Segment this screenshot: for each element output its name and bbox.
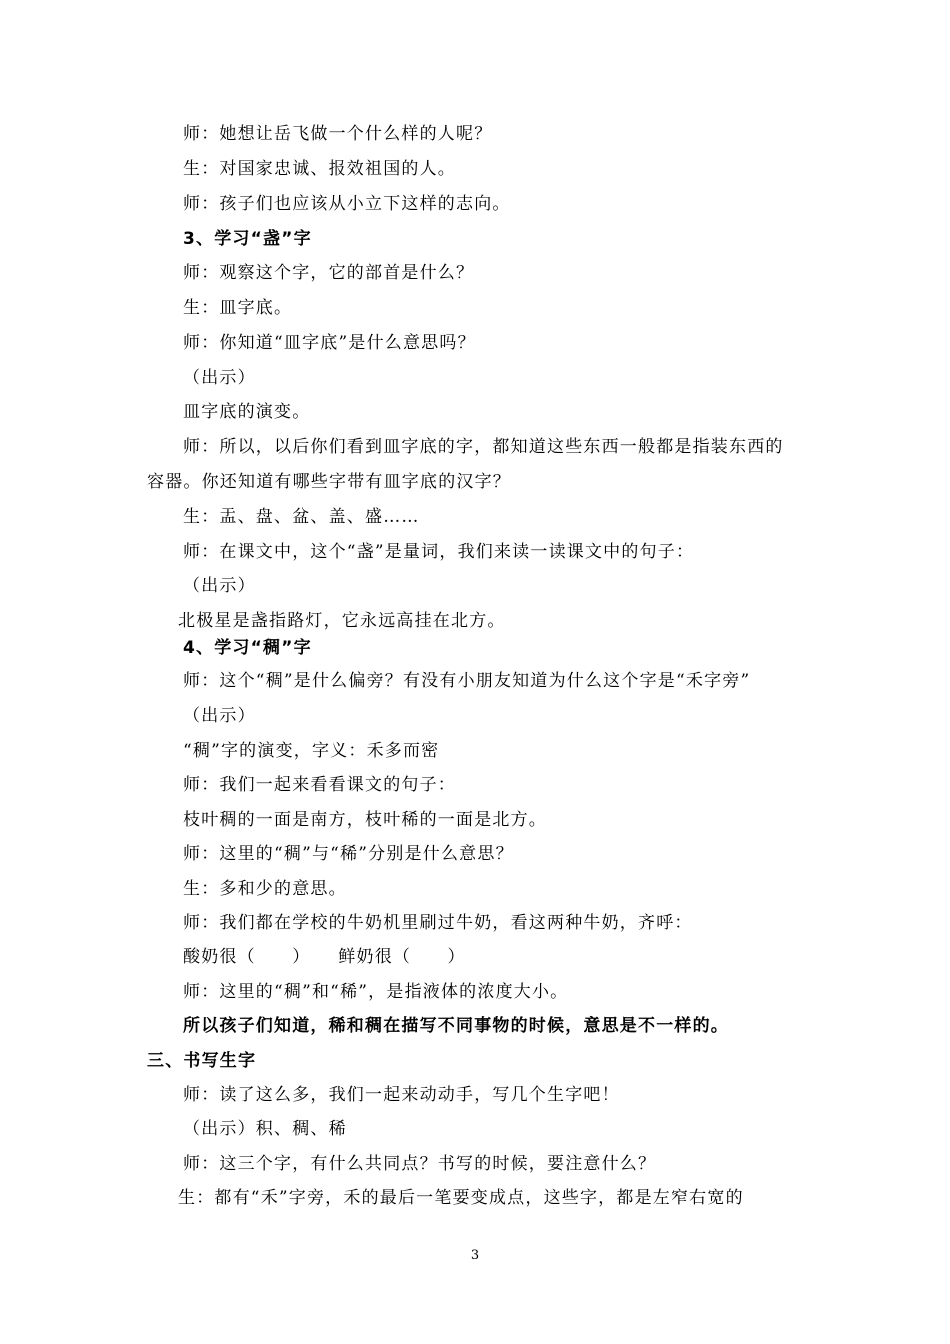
text-line: 容器。你还知道有哪些字带有皿字底的汉字？	[147, 472, 511, 492]
text-line: （出示）	[183, 706, 256, 726]
text-line: （出示）	[183, 576, 256, 596]
text-line: 酸奶很（ ） 鲜奶很（ ）	[183, 947, 466, 967]
text-line: 师：这里的“稠”和“稀”，是指液体的浓度大小。	[183, 982, 569, 1002]
section-heading: 3、学习“盏”字	[183, 229, 312, 249]
text-line: 北极星是盏指路灯，它永远高挂在北方。	[178, 611, 506, 631]
text-line: 生：皿字底。	[183, 298, 293, 318]
section-heading: 4、学习“稠”字	[183, 638, 312, 658]
text-line: 师：她想让岳飞做一个什么样的人呢？	[183, 124, 493, 144]
text-line: （出示）积、稠、稀	[183, 1119, 347, 1139]
page-number: 3	[470, 1248, 480, 1263]
text-line: “稠”字的演变，字义：禾多而密	[183, 741, 440, 761]
text-line: 师：这个“稠”是什么偏旁？有没有小朋友知道为什么这个字是“禾字旁”	[183, 671, 751, 691]
text-line: 师：我们都在学校的牛奶机里刷过牛奶，看这两种牛奶，齐呼：	[183, 913, 693, 933]
text-line: 枝叶稠的一面是南方，枝叶稀的一面是北方。	[183, 810, 547, 830]
text-line: 师：观察这个字，它的部首是什么？	[183, 263, 475, 283]
text-line: 师：这里的“稠”与“稀”分别是什么意思？	[183, 844, 514, 864]
text-line: 师：我们一起来看看课文的句子：	[183, 775, 456, 795]
text-line: 师：所以，以后你们看到皿字底的字，都知道这些东西一般都是指装东西的	[183, 437, 784, 457]
text-line: 师：这三个字，有什么共同点？书写的时候，要注意什么？	[183, 1154, 657, 1174]
section-heading: 三、书写生字	[147, 1051, 257, 1071]
text-line: 师：你知道“皿字底”是什么意思吗？	[183, 333, 476, 353]
emphasis-line: 所以孩子们知道，稀和稠在描写不同事物的时候，意思是不一样的。	[183, 1016, 729, 1036]
text-line: （出示）	[183, 368, 256, 388]
text-line: 生：多和少的意思。	[183, 879, 347, 899]
text-line: 师：在课文中，这个“盏”是量词，我们来读一读课文中的句子：	[183, 542, 695, 562]
text-line: 生：盂、盘、盆、盖、盛……	[183, 507, 420, 527]
text-line: 师：读了这么多，我们一起来动动手，写几个生字吧！	[183, 1085, 620, 1105]
text-line: 生：对国家忠诚、报效祖国的人。	[183, 159, 456, 179]
text-line: 师：孩子们也应该从小立下这样的志向。	[183, 194, 511, 214]
text-line: 皿字底的演变。	[183, 402, 311, 422]
text-line: 生：都有“禾”字旁，禾的最后一笔要变成点，这些字，都是左窄右宽的	[178, 1188, 744, 1208]
